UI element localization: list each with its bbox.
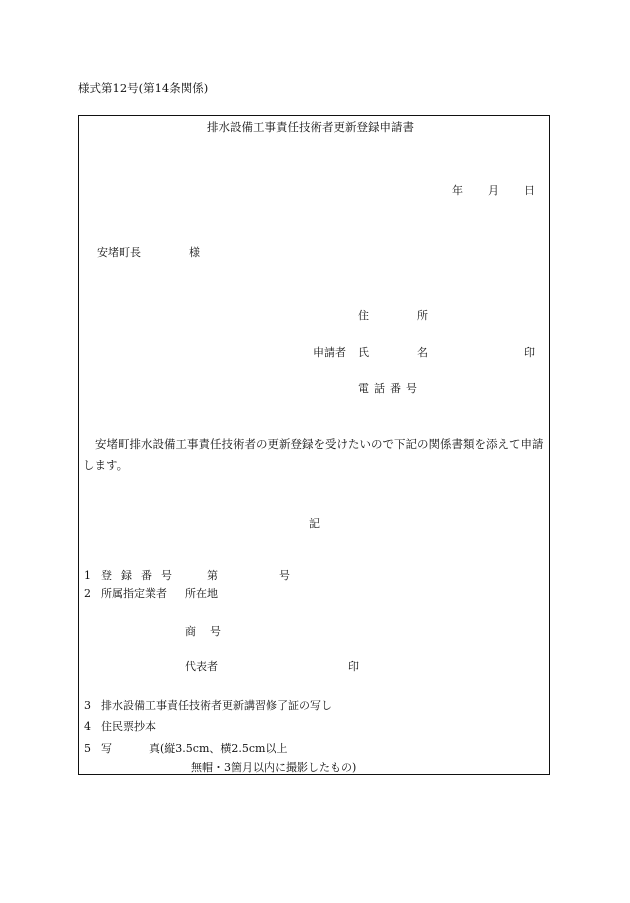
item-2-representative: 代表者	[185, 660, 218, 673]
date-year: 年	[452, 184, 463, 197]
item-5-note: 無帽・3箇月以内に撮影したもの)	[191, 761, 357, 774]
item-2-label: 所属指定業者	[101, 587, 167, 600]
item-1-number: 1	[84, 569, 91, 582]
addressee-honorific: 様	[189, 246, 200, 259]
item-5-number: 5	[84, 742, 91, 755]
item-1-dai: 第	[207, 569, 218, 582]
name-label: 氏名	[358, 346, 476, 359]
item-2-location: 所在地	[185, 587, 218, 600]
date-day: 日	[524, 184, 535, 197]
form-title: 排水設備工事責任技術者更新登録申請書	[207, 120, 414, 134]
item-2-number: 2	[84, 587, 91, 600]
item-3-number: 3	[84, 699, 91, 712]
item-1-label: 登録番号	[101, 569, 181, 582]
phone-label: 電話番号	[358, 382, 422, 395]
item-5-label-2: 真(縦3.5cm、横2.5cm以上	[149, 742, 288, 755]
addressee-name: 安堵町長	[97, 246, 141, 259]
applicant-seal: 印	[524, 346, 535, 359]
item-2-seal: 印	[348, 660, 359, 673]
ki-heading: 記	[309, 517, 320, 530]
form-number: 様式第12号(第14条関係)	[78, 81, 209, 95]
item-3-label: 排水設備工事責任技術者更新講習修了証の写し	[101, 699, 332, 712]
applicant-label: 申請者	[313, 346, 346, 359]
item-1-go: 号	[279, 569, 290, 582]
item-4-label: 住民票抄本	[101, 720, 156, 733]
item-4-number: 4	[84, 720, 91, 733]
body-paragraph: 安堵町排水設備工事責任技術者の更新登録を受けたいので下記の関係書類を添えて申請します。	[83, 437, 544, 472]
address-label: 住所	[358, 309, 476, 322]
item-2-shogo: 商号	[185, 625, 235, 638]
item-5-label: 写	[101, 742, 112, 755]
date-month: 月	[488, 184, 499, 197]
